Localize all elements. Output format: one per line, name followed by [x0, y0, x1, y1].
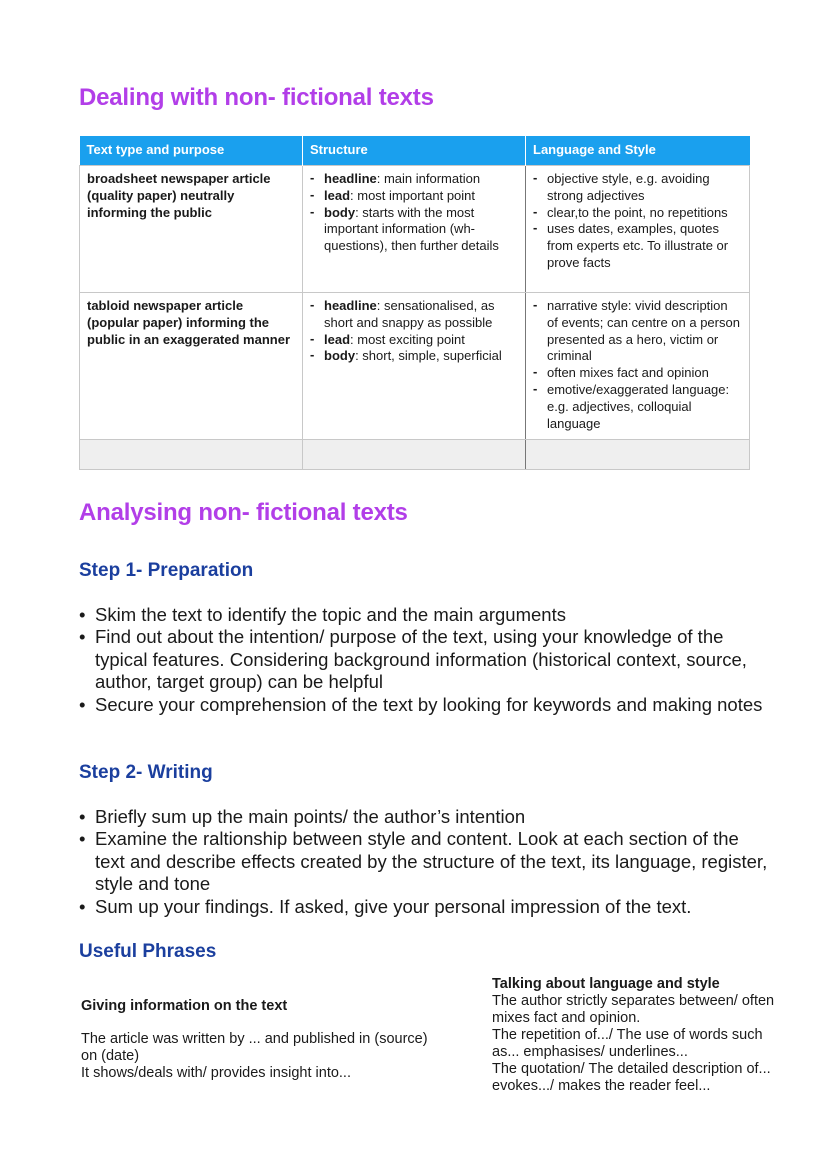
empty-cell [526, 440, 750, 470]
list-item [310, 205, 518, 255]
phrases-left-title: Giving information on the text [81, 998, 288, 1014]
empty-cell [80, 440, 303, 470]
step1-title: Step 1- Preparation [79, 560, 254, 581]
term-desc: : sensationalised, as short and snappy as possible [324, 298, 495, 330]
list-item: • Examine the raltionship between style and content. Look at each section of the text and describe effects created by the structure of the text, its language, register, style and tone [79, 828, 769, 895]
term-desc: : starts with the most important information (wh-questions), then further details [324, 204, 499, 254]
list-item [310, 188, 518, 205]
list-item: • Briefly sum up the main points/ the author’s intention [79, 806, 769, 828]
empty-cell [303, 440, 526, 470]
list-item: • Find out about the intention/ purpose of the text, using your knowledge of the typical features. Considering background information (historical context, source, author, target group) can be helpful [79, 626, 769, 693]
phrases-right-title: Talking about language and style [492, 976, 720, 992]
term-desc: : main information [376, 171, 481, 186]
phrase-line: The article was written by ... and published in (source) on (date) [81, 1031, 428, 1064]
header-text-type: Text type and purpose [80, 136, 303, 166]
phrase-line: It shows/deals with/ provides insight into... [81, 1065, 351, 1081]
phrase-line: The quotation/ The detailed description of... evokes.../ makes the reader feel... [492, 1061, 771, 1094]
list-item [310, 298, 518, 332]
structure-list [310, 171, 518, 255]
term: body [324, 204, 356, 220]
term: headline [324, 298, 377, 313]
cell-type [80, 293, 303, 440]
phrase-line: The author strictly separates between/ often mixes fact and opinion. [492, 993, 775, 1026]
cell-language [526, 293, 750, 440]
list-item [310, 348, 518, 365]
step2-title: Step 2- Writing [79, 762, 213, 783]
list-item: • Skim the text to identify the topic and the main arguments [79, 604, 769, 626]
term-desc: : most exciting point [350, 331, 465, 347]
list-item [310, 171, 518, 188]
step1-list [79, 604, 769, 716]
list-item: - often mixes fact and opinion [533, 365, 742, 382]
list-item: - uses dates, examples, quotes from experts etc. To illustrate or prove facts [533, 221, 742, 271]
cell-structure [303, 166, 526, 293]
list-item: • Secure your comprehension of the text by looking for keywords and making notes [79, 694, 769, 716]
text-type-label: tabloid newspaper article (popular paper) informing the public in an exaggerated manner [87, 298, 290, 347]
list-item: • Sum up your findings. If asked, give your personal impression of the text. [79, 896, 769, 918]
table-row [80, 166, 750, 293]
term-desc: : most important point [350, 187, 476, 203]
text-type-label: broadsheet newspaper article (quality paper) neutrally informing the public [87, 171, 271, 220]
cell-language [526, 166, 750, 293]
phrases-language-style [492, 976, 792, 1095]
table-row-empty [80, 440, 750, 470]
text-types-table [79, 136, 750, 470]
cell-type [80, 166, 303, 293]
term: headline [324, 171, 377, 186]
header-structure: Structure [303, 136, 526, 166]
list-item: - objective style, e.g. avoiding strong adjectives [533, 171, 742, 205]
step2-list [79, 806, 769, 918]
header-language: Language and Style [526, 136, 750, 166]
section-title-dealing: Dealing with non- fictional texts [79, 84, 434, 111]
list-item: - emotive/exaggerated language: e.g. adjectives, colloquial language [533, 382, 742, 432]
list-item [310, 332, 518, 349]
language-list [533, 298, 742, 432]
useful-phrases-title: Useful Phrases [79, 941, 217, 962]
table-row [80, 293, 750, 440]
phrases-giving-info [81, 998, 441, 1082]
term-desc: : short, simple, superficial [355, 348, 502, 364]
structure-list [310, 298, 518, 365]
term: body [324, 348, 356, 364]
term: lead [324, 187, 351, 203]
term: lead [324, 331, 351, 347]
list-item: - narrative style: vivid description of events; can centre on a person presented as a hero, victim or criminal [533, 298, 742, 365]
list-item: - clear,to the point, no repetitions [533, 205, 742, 222]
table-header-row [80, 136, 750, 166]
cell-structure [303, 293, 526, 440]
language-list [533, 171, 742, 272]
section-title-analysing: Analysing non- fictional texts [79, 499, 408, 526]
phrase-line: The repetition of.../ The use of words such as... emphasises/ underlines... [492, 1027, 763, 1060]
